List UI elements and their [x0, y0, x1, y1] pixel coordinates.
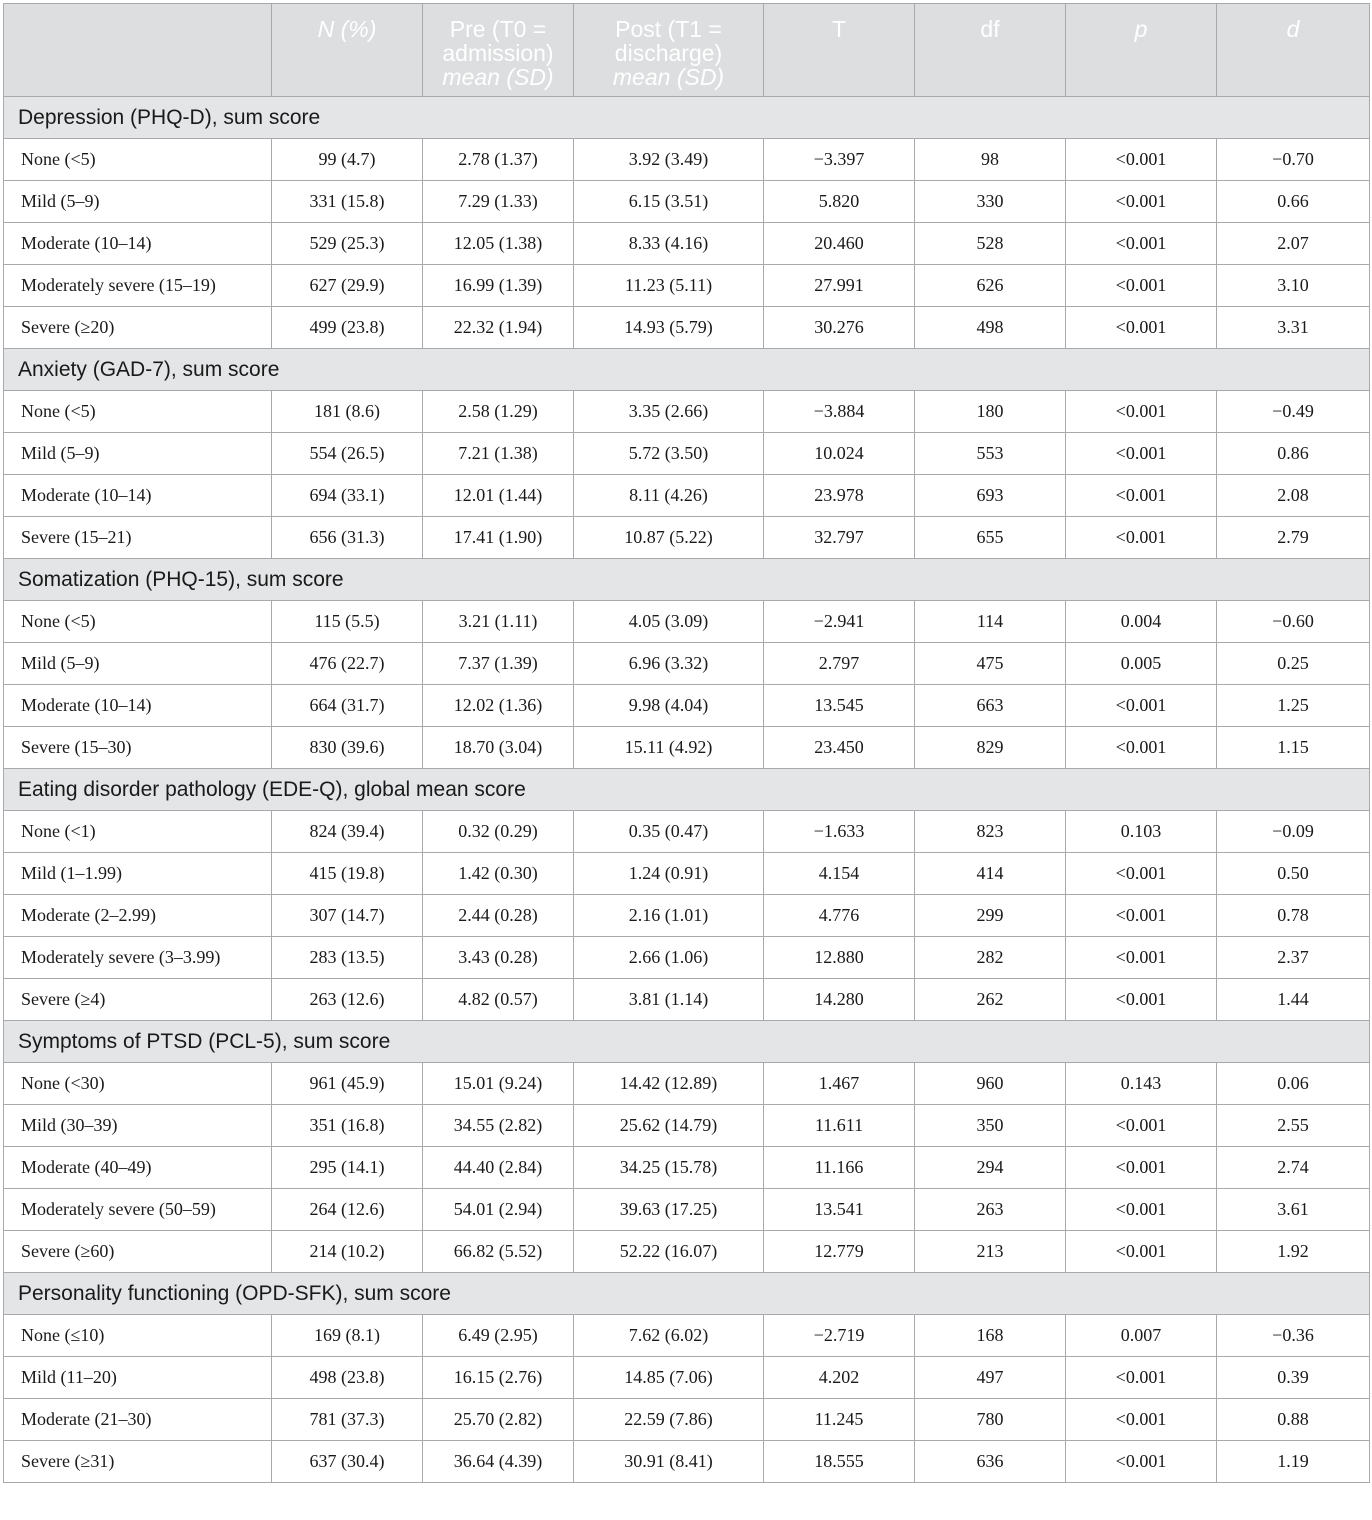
t-cell: −3.397 — [764, 139, 915, 181]
p-cell: <0.001 — [1066, 727, 1217, 769]
n-cell: 529 (25.3) — [272, 223, 423, 265]
d-cell: 0.25 — [1217, 643, 1370, 685]
table-row — [4, 1441, 1370, 1483]
table-row — [4, 1231, 1370, 1273]
post-cell: 2.66 (1.06) — [574, 937, 764, 979]
n-cell: 476 (22.7) — [272, 643, 423, 685]
d-cell: 1.19 — [1217, 1441, 1370, 1483]
post-cell: 14.85 (7.06) — [574, 1357, 764, 1399]
header-n: N (%) — [272, 4, 423, 97]
post-cell: 6.96 (3.32) — [574, 643, 764, 685]
p-cell: <0.001 — [1066, 937, 1217, 979]
section-header-row — [4, 1273, 1370, 1315]
p-cell: 0.005 — [1066, 643, 1217, 685]
p-cell: <0.001 — [1066, 307, 1217, 349]
t-cell: 4.154 — [764, 853, 915, 895]
post-cell: 22.59 (7.86) — [574, 1399, 764, 1441]
pre-cell: 15.01 (9.24) — [423, 1063, 574, 1105]
n-cell: 656 (31.3) — [272, 517, 423, 559]
n-cell: 351 (16.8) — [272, 1105, 423, 1147]
p-cell: <0.001 — [1066, 1231, 1217, 1273]
pre-cell: 12.01 (1.44) — [423, 475, 574, 517]
post-cell: 8.33 (4.16) — [574, 223, 764, 265]
df-cell: 114 — [915, 601, 1066, 643]
section-title: Somatization (PHQ-15), sum score — [4, 559, 1370, 601]
d-cell: 2.37 — [1217, 937, 1370, 979]
header-d: d — [1217, 4, 1370, 97]
t-cell: 18.555 — [764, 1441, 915, 1483]
p-cell: <0.001 — [1066, 979, 1217, 1021]
p-cell: <0.001 — [1066, 391, 1217, 433]
d-cell: 0.06 — [1217, 1063, 1370, 1105]
section-title: Symptoms of PTSD (PCL-5), sum score — [4, 1021, 1370, 1063]
n-cell: 499 (23.8) — [272, 307, 423, 349]
n-cell: 169 (8.1) — [272, 1315, 423, 1357]
table-body — [4, 97, 1370, 1483]
results-table — [3, 3, 1370, 1483]
pre-cell: 66.82 (5.52) — [423, 1231, 574, 1273]
pre-cell: 0.32 (0.29) — [423, 811, 574, 853]
d-cell: 2.55 — [1217, 1105, 1370, 1147]
n-cell: 824 (39.4) — [272, 811, 423, 853]
category-cell: Mild (1–1.99) — [4, 853, 272, 895]
pre-cell: 3.21 (1.11) — [423, 601, 574, 643]
section-title: Personality functioning (OPD-SFK), sum score — [4, 1273, 1370, 1315]
category-cell: Moderately severe (3–3.99) — [4, 937, 272, 979]
df-cell: 98 — [915, 139, 1066, 181]
df-cell: 655 — [915, 517, 1066, 559]
pre-cell: 3.43 (0.28) — [423, 937, 574, 979]
category-cell: Severe (≥60) — [4, 1231, 272, 1273]
t-cell: 23.450 — [764, 727, 915, 769]
df-cell: 299 — [915, 895, 1066, 937]
category-cell: None (<5) — [4, 601, 272, 643]
d-cell: 0.50 — [1217, 853, 1370, 895]
df-cell: 262 — [915, 979, 1066, 1021]
category-cell: Severe (≥4) — [4, 979, 272, 1021]
pre-cell: 7.21 (1.38) — [423, 433, 574, 475]
d-cell: −0.49 — [1217, 391, 1370, 433]
n-cell: 694 (33.1) — [272, 475, 423, 517]
section-header-row — [4, 769, 1370, 811]
t-cell: 4.776 — [764, 895, 915, 937]
df-cell: 294 — [915, 1147, 1066, 1189]
category-cell: None (<30) — [4, 1063, 272, 1105]
category-cell: Moderate (2–2.99) — [4, 895, 272, 937]
t-cell: −3.884 — [764, 391, 915, 433]
post-cell: 4.05 (3.09) — [574, 601, 764, 643]
category-cell: Severe (15–21) — [4, 517, 272, 559]
category-cell: None (<5) — [4, 139, 272, 181]
pre-cell: 2.44 (0.28) — [423, 895, 574, 937]
pre-cell: 34.55 (2.82) — [423, 1105, 574, 1147]
post-cell: 34.25 (15.78) — [574, 1147, 764, 1189]
t-cell: 11.611 — [764, 1105, 915, 1147]
header-blank-cell — [4, 4, 272, 97]
post-cell: 5.72 (3.50) — [574, 433, 764, 475]
post-cell: 3.81 (1.14) — [574, 979, 764, 1021]
pre-cell: 16.99 (1.39) — [423, 265, 574, 307]
category-cell: Mild (5–9) — [4, 181, 272, 223]
df-cell: 693 — [915, 475, 1066, 517]
p-cell: 0.103 — [1066, 811, 1217, 853]
n-cell: 115 (5.5) — [272, 601, 423, 643]
n-cell: 781 (37.3) — [272, 1399, 423, 1441]
p-cell: <0.001 — [1066, 139, 1217, 181]
post-cell: 6.15 (3.51) — [574, 181, 764, 223]
d-cell: 3.31 — [1217, 307, 1370, 349]
table-row — [4, 475, 1370, 517]
category-cell: Moderately severe (15–19) — [4, 265, 272, 307]
t-cell: −2.719 — [764, 1315, 915, 1357]
t-cell: 32.797 — [764, 517, 915, 559]
category-cell: Severe (≥20) — [4, 307, 272, 349]
df-cell: 213 — [915, 1231, 1066, 1273]
pre-cell: 18.70 (3.04) — [423, 727, 574, 769]
section-header-row — [4, 97, 1370, 139]
t-cell: 23.978 — [764, 475, 915, 517]
table-row — [4, 433, 1370, 475]
t-cell: 12.779 — [764, 1231, 915, 1273]
pre-cell: 54.01 (2.94) — [423, 1189, 574, 1231]
d-cell: 2.79 — [1217, 517, 1370, 559]
post-cell: 14.42 (12.89) — [574, 1063, 764, 1105]
category-cell: Mild (5–9) — [4, 643, 272, 685]
p-cell: <0.001 — [1066, 1189, 1217, 1231]
table-row — [4, 853, 1370, 895]
section-title: Depression (PHQ-D), sum score — [4, 97, 1370, 139]
n-cell: 830 (39.6) — [272, 727, 423, 769]
category-cell: None (<1) — [4, 811, 272, 853]
section-header-row — [4, 349, 1370, 391]
post-cell: 52.22 (16.07) — [574, 1231, 764, 1273]
n-cell: 627 (29.9) — [272, 265, 423, 307]
table-row — [4, 643, 1370, 685]
p-cell: <0.001 — [1066, 1147, 1217, 1189]
d-cell: 3.10 — [1217, 265, 1370, 307]
n-cell: 214 (10.2) — [272, 1231, 423, 1273]
category-cell: Moderate (10–14) — [4, 223, 272, 265]
p-cell: <0.001 — [1066, 475, 1217, 517]
table-row — [4, 517, 1370, 559]
n-cell: 307 (14.7) — [272, 895, 423, 937]
df-cell: 350 — [915, 1105, 1066, 1147]
df-cell: 663 — [915, 685, 1066, 727]
header-post: Post (T1 = discharge) mean (SD) — [574, 4, 764, 97]
df-cell: 168 — [915, 1315, 1066, 1357]
t-cell: 14.280 — [764, 979, 915, 1021]
category-cell: Mild (30–39) — [4, 1105, 272, 1147]
n-cell: 331 (15.8) — [272, 181, 423, 223]
t-cell: 2.797 — [764, 643, 915, 685]
pre-cell: 2.58 (1.29) — [423, 391, 574, 433]
n-cell: 498 (23.8) — [272, 1357, 423, 1399]
df-cell: 829 — [915, 727, 1066, 769]
table-row — [4, 265, 1370, 307]
post-cell: 1.24 (0.91) — [574, 853, 764, 895]
t-cell: 11.245 — [764, 1399, 915, 1441]
t-cell: 27.991 — [764, 265, 915, 307]
p-cell: <0.001 — [1066, 265, 1217, 307]
pre-cell: 2.78 (1.37) — [423, 139, 574, 181]
d-cell: 0.78 — [1217, 895, 1370, 937]
n-cell: 263 (12.6) — [272, 979, 423, 1021]
post-cell: 3.35 (2.66) — [574, 391, 764, 433]
df-cell: 497 — [915, 1357, 1066, 1399]
p-cell: <0.001 — [1066, 1105, 1217, 1147]
category-cell: Moderate (10–14) — [4, 685, 272, 727]
df-cell: 553 — [915, 433, 1066, 475]
section-title: Anxiety (GAD-7), sum score — [4, 349, 1370, 391]
pre-cell: 17.41 (1.90) — [423, 517, 574, 559]
d-cell: 2.07 — [1217, 223, 1370, 265]
post-cell: 15.11 (4.92) — [574, 727, 764, 769]
df-cell: 180 — [915, 391, 1066, 433]
df-cell: 960 — [915, 1063, 1066, 1105]
table-row — [4, 895, 1370, 937]
pre-cell: 12.05 (1.38) — [423, 223, 574, 265]
d-cell: 2.74 — [1217, 1147, 1370, 1189]
table-row — [4, 1399, 1370, 1441]
pre-cell: 7.37 (1.39) — [423, 643, 574, 685]
d-cell: −0.36 — [1217, 1315, 1370, 1357]
n-cell: 99 (4.7) — [272, 139, 423, 181]
df-cell: 475 — [915, 643, 1066, 685]
table-row — [4, 811, 1370, 853]
table-row — [4, 601, 1370, 643]
d-cell: 0.86 — [1217, 433, 1370, 475]
n-cell: 295 (14.1) — [272, 1147, 423, 1189]
table-row — [4, 937, 1370, 979]
t-cell: 20.460 — [764, 223, 915, 265]
header-pre: Pre (T0 = admission) mean (SD) — [423, 4, 574, 97]
post-cell: 11.23 (5.11) — [574, 265, 764, 307]
table-row — [4, 1189, 1370, 1231]
section-header-row — [4, 1021, 1370, 1063]
pre-cell: 22.32 (1.94) — [423, 307, 574, 349]
t-cell: 1.467 — [764, 1063, 915, 1105]
post-cell: 39.63 (17.25) — [574, 1189, 764, 1231]
pre-cell: 6.49 (2.95) — [423, 1315, 574, 1357]
category-cell: Severe (15–30) — [4, 727, 272, 769]
df-cell: 414 — [915, 853, 1066, 895]
p-cell: <0.001 — [1066, 433, 1217, 475]
pre-cell: 7.29 (1.33) — [423, 181, 574, 223]
pre-cell: 25.70 (2.82) — [423, 1399, 574, 1441]
category-cell: Moderate (10–14) — [4, 475, 272, 517]
post-cell: 7.62 (6.02) — [574, 1315, 764, 1357]
n-cell: 181 (8.6) — [272, 391, 423, 433]
pre-cell: 36.64 (4.39) — [423, 1441, 574, 1483]
pre-cell: 44.40 (2.84) — [423, 1147, 574, 1189]
t-cell: 5.820 — [764, 181, 915, 223]
df-cell: 636 — [915, 1441, 1066, 1483]
d-cell: 0.88 — [1217, 1399, 1370, 1441]
pre-cell: 16.15 (2.76) — [423, 1357, 574, 1399]
post-cell: 9.98 (4.04) — [574, 685, 764, 727]
d-cell: 1.25 — [1217, 685, 1370, 727]
p-cell: 0.143 — [1066, 1063, 1217, 1105]
df-cell: 823 — [915, 811, 1066, 853]
post-cell: 3.92 (3.49) — [574, 139, 764, 181]
t-cell: 13.541 — [764, 1189, 915, 1231]
p-cell: <0.001 — [1066, 181, 1217, 223]
section-header-row — [4, 559, 1370, 601]
d-cell: 0.66 — [1217, 181, 1370, 223]
table-row — [4, 181, 1370, 223]
df-cell: 780 — [915, 1399, 1066, 1441]
d-cell: 3.61 — [1217, 1189, 1370, 1231]
category-cell: None (≤10) — [4, 1315, 272, 1357]
t-cell: 12.880 — [764, 937, 915, 979]
n-cell: 664 (31.7) — [272, 685, 423, 727]
d-cell: −0.09 — [1217, 811, 1370, 853]
post-cell: 14.93 (5.79) — [574, 307, 764, 349]
t-cell: 10.024 — [764, 433, 915, 475]
table-row — [4, 979, 1370, 1021]
table-row — [4, 727, 1370, 769]
df-cell: 263 — [915, 1189, 1066, 1231]
n-cell: 415 (19.8) — [272, 853, 423, 895]
post-cell: 8.11 (4.26) — [574, 475, 764, 517]
table-row — [4, 1147, 1370, 1189]
n-cell: 961 (45.9) — [272, 1063, 423, 1105]
category-cell: Mild (5–9) — [4, 433, 272, 475]
t-cell: −2.941 — [764, 601, 915, 643]
n-cell: 554 (26.5) — [272, 433, 423, 475]
df-cell: 498 — [915, 307, 1066, 349]
df-cell: 528 — [915, 223, 1066, 265]
p-cell: <0.001 — [1066, 685, 1217, 727]
table-row — [4, 685, 1370, 727]
category-cell: Mild (11–20) — [4, 1357, 272, 1399]
p-cell: <0.001 — [1066, 1357, 1217, 1399]
p-cell: <0.001 — [1066, 853, 1217, 895]
p-cell: <0.001 — [1066, 1399, 1217, 1441]
d-cell: −0.70 — [1217, 139, 1370, 181]
d-cell: 0.39 — [1217, 1357, 1370, 1399]
df-cell: 330 — [915, 181, 1066, 223]
category-cell: Moderate (21–30) — [4, 1399, 272, 1441]
category-cell: None (<5) — [4, 391, 272, 433]
section-title: Eating disorder pathology (EDE-Q), global mean score — [4, 769, 1370, 811]
table-row — [4, 1063, 1370, 1105]
table-row — [4, 139, 1370, 181]
category-cell: Moderately severe (50–59) — [4, 1189, 272, 1231]
t-cell: −1.633 — [764, 811, 915, 853]
post-cell: 0.35 (0.47) — [574, 811, 764, 853]
header-p: p — [1066, 4, 1217, 97]
p-cell: <0.001 — [1066, 1441, 1217, 1483]
d-cell: 1.15 — [1217, 727, 1370, 769]
p-cell: 0.004 — [1066, 601, 1217, 643]
header-t: T — [764, 4, 915, 97]
table-row — [4, 1357, 1370, 1399]
pre-cell: 12.02 (1.36) — [423, 685, 574, 727]
n-cell: 264 (12.6) — [272, 1189, 423, 1231]
n-cell: 637 (30.4) — [272, 1441, 423, 1483]
post-cell: 25.62 (14.79) — [574, 1105, 764, 1147]
post-cell: 10.87 (5.22) — [574, 517, 764, 559]
table-header — [4, 4, 1370, 97]
d-cell: 1.44 — [1217, 979, 1370, 1021]
pre-cell: 4.82 (0.57) — [423, 979, 574, 1021]
t-cell: 13.545 — [764, 685, 915, 727]
table-row — [4, 1105, 1370, 1147]
table-row — [4, 1315, 1370, 1357]
t-cell: 4.202 — [764, 1357, 915, 1399]
d-cell: −0.60 — [1217, 601, 1370, 643]
post-cell: 2.16 (1.01) — [574, 895, 764, 937]
pre-cell: 1.42 (0.30) — [423, 853, 574, 895]
table-row — [4, 391, 1370, 433]
header-df: df — [915, 4, 1066, 97]
df-cell: 282 — [915, 937, 1066, 979]
df-cell: 626 — [915, 265, 1066, 307]
p-cell: 0.007 — [1066, 1315, 1217, 1357]
category-cell: Moderate (40–49) — [4, 1147, 272, 1189]
p-cell: <0.001 — [1066, 223, 1217, 265]
table-row — [4, 223, 1370, 265]
t-cell: 11.166 — [764, 1147, 915, 1189]
d-cell: 1.92 — [1217, 1231, 1370, 1273]
d-cell: 2.08 — [1217, 475, 1370, 517]
table-row — [4, 307, 1370, 349]
n-cell: 283 (13.5) — [272, 937, 423, 979]
post-cell: 30.91 (8.41) — [574, 1441, 764, 1483]
t-cell: 30.276 — [764, 307, 915, 349]
category-cell: Severe (≥31) — [4, 1441, 272, 1483]
p-cell: <0.001 — [1066, 895, 1217, 937]
p-cell: <0.001 — [1066, 517, 1217, 559]
